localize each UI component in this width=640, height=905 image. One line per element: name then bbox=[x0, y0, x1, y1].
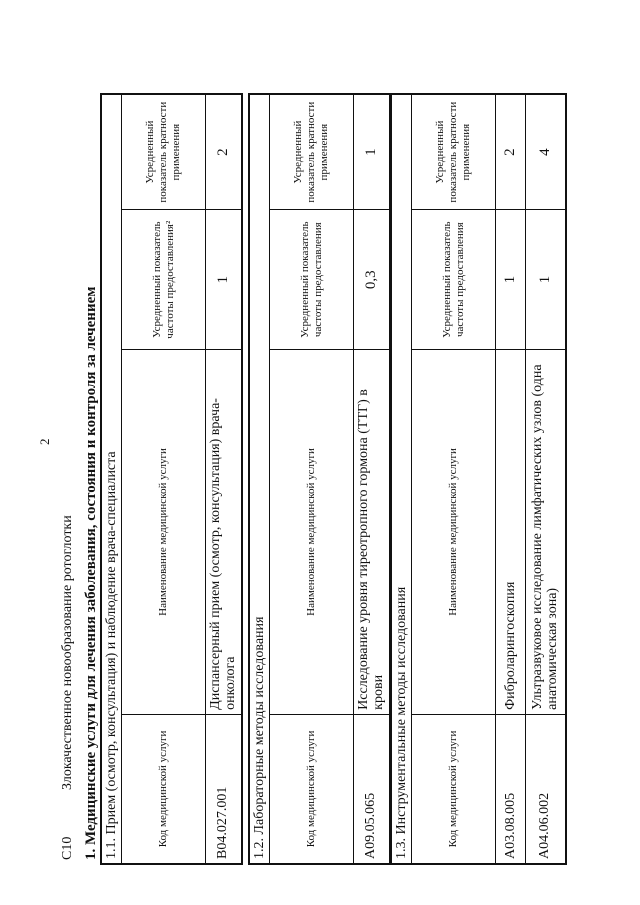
service-name: Фиброларингоскопия bbox=[496, 350, 526, 715]
service-code: B04.027.001 bbox=[206, 714, 242, 864]
service-code: A03.08.005 bbox=[496, 714, 526, 864]
table-row bbox=[206, 94, 242, 864]
frequency-value: 0,3 bbox=[354, 210, 390, 350]
header-multiplicity: Усредненный показатель кратности применения bbox=[412, 94, 496, 210]
header-multiplicity: Усредненный показатель кратности применения bbox=[270, 94, 354, 210]
table-row bbox=[496, 94, 526, 864]
header-name: Наименование медицинской услуги bbox=[122, 350, 206, 715]
page-number: 2 bbox=[37, 438, 52, 445]
service-name: Исследование уровня тиреотропного гормона (ТТГ) в крови bbox=[354, 350, 390, 715]
service-name: Диспансерный прием (осмотр, консультация) врача-онколога bbox=[206, 350, 242, 715]
header-multiplicity: Усредненный показатель кратности применения bbox=[122, 94, 206, 210]
table-row bbox=[354, 94, 390, 864]
multiplicity-value: 4 bbox=[526, 94, 566, 210]
multiplicity-value: 2 bbox=[206, 94, 242, 210]
header-frequency: Усредненный показатель частоты предоставления bbox=[412, 210, 496, 350]
table-title: 1.3. Инструментальные методы исследования bbox=[391, 94, 412, 864]
header-name: Наименование медицинской услуги bbox=[270, 350, 354, 715]
header-code: Код медицинской услуги bbox=[412, 714, 496, 864]
multiplicity-value: 1 bbox=[354, 94, 390, 210]
service-name: Ультразвуковое исследование лимфатических узлов (одна анатомическая зона) bbox=[526, 350, 566, 715]
frequency-value: 1 bbox=[496, 210, 526, 350]
frequency-value: 1 bbox=[526, 210, 566, 350]
header-code: Код медицинской услуги bbox=[122, 714, 206, 864]
icd-code: C10 bbox=[60, 836, 75, 860]
services-table-consultation bbox=[100, 93, 243, 865]
header-frequency: Усредненный показатель частоты предоставления bbox=[270, 210, 354, 350]
table-title: 1.1. Прием (осмотр, консультация) и наблюдение врача-специалиста bbox=[101, 94, 122, 864]
header-code: Код медицинской услуги bbox=[270, 714, 354, 864]
service-code: A04.06.002 bbox=[526, 714, 566, 864]
section-title: 1. Медицинские услуги для лечения заболевания, состояния и контроля за лечением bbox=[83, 286, 99, 860]
icd-name: Злокачественное новообразование ротоглотки bbox=[60, 515, 75, 790]
services-table-laboratory bbox=[248, 93, 391, 865]
service-code: A09.05.065 bbox=[354, 714, 390, 864]
multiplicity-value: 2 bbox=[496, 94, 526, 210]
frequency-value: 1 bbox=[206, 210, 242, 350]
header-name: Наименование медицинской услуги bbox=[412, 350, 496, 715]
header-frequency: Усредненный показатель частоты предоставления² bbox=[122, 210, 206, 350]
table-title: 1.2. Лабораторные методы исследования bbox=[249, 94, 270, 864]
services-table-instrumental bbox=[390, 93, 567, 865]
table-row bbox=[526, 94, 566, 864]
